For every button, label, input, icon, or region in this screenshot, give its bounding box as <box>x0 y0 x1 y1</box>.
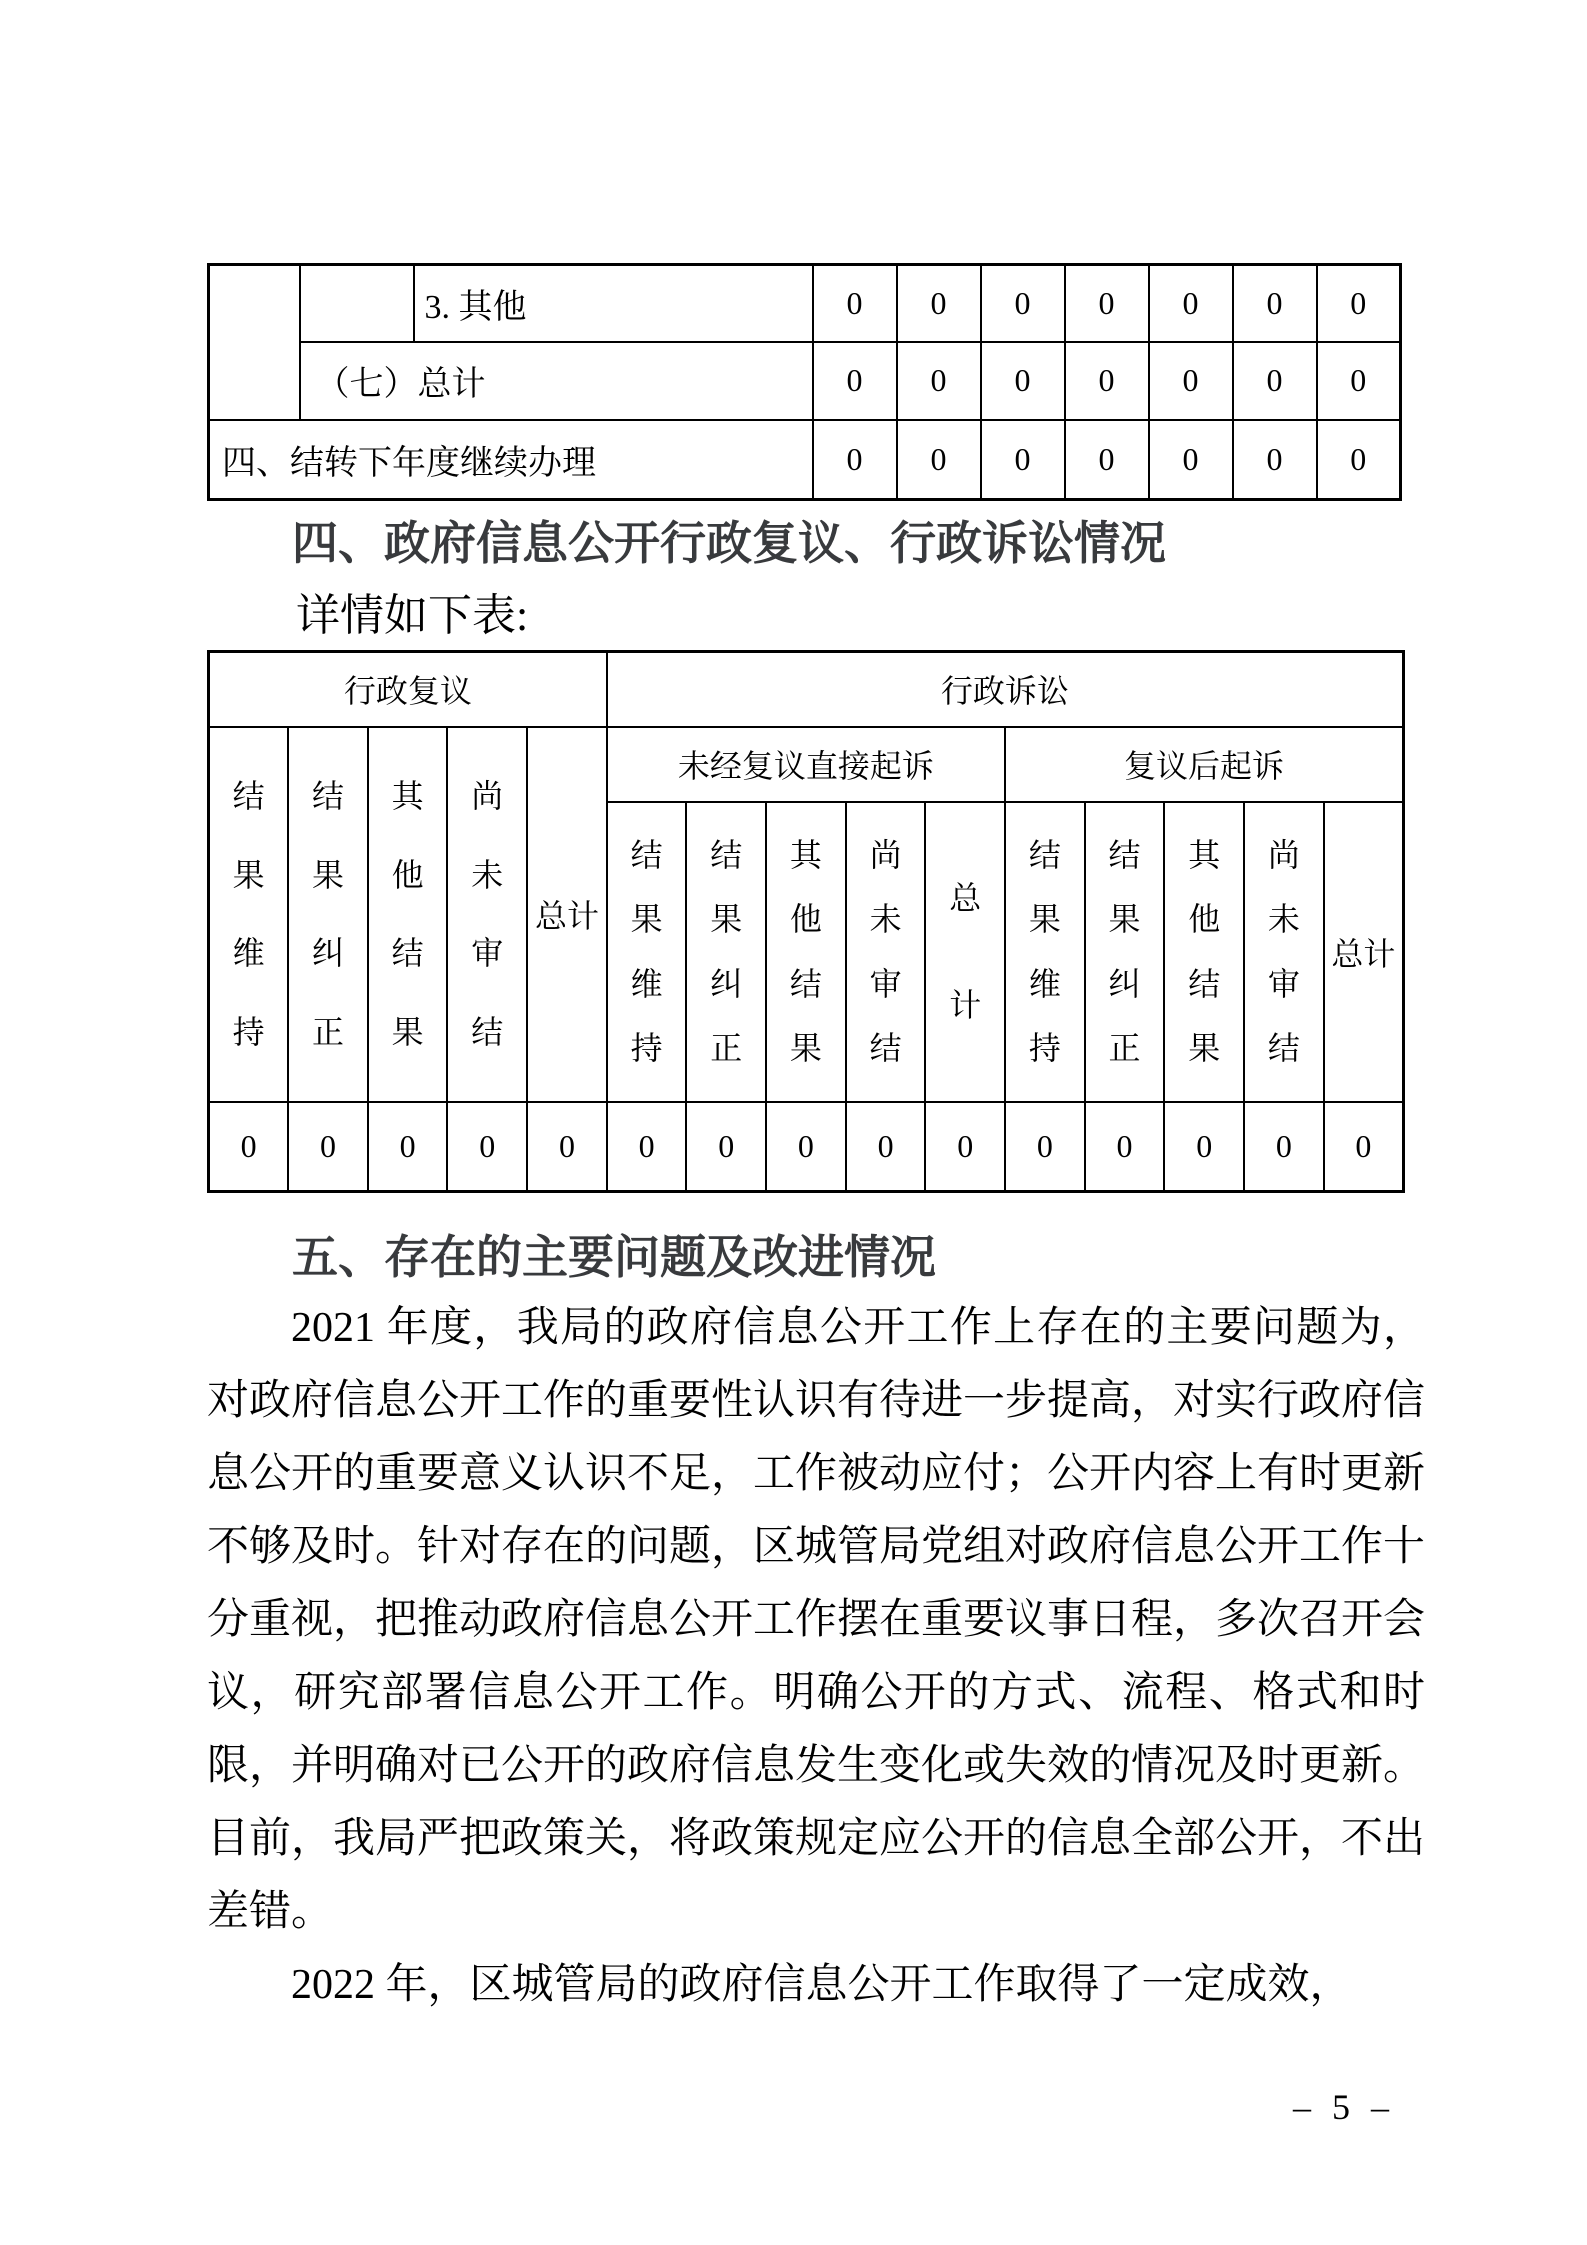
value-cell: 0 <box>981 342 1065 420</box>
page-number: – 5 – <box>1293 2087 1395 2127</box>
row-label-cell: （七）总计 <box>300 342 813 420</box>
table-intro-text: 详情如下表: <box>296 591 529 640</box>
value-cell: 0 <box>1233 342 1317 420</box>
col-header-upheld: 结 果 维 持 <box>209 727 289 1102</box>
value-cell: 0 <box>1317 265 1401 342</box>
value-cell: 0 <box>1244 1102 1324 1192</box>
table-data-row <box>209 1102 1404 1192</box>
value-cell: 0 <box>209 1102 289 1192</box>
col-header-pending: 尚 未 审 结 <box>1244 802 1324 1102</box>
subgroup-header-after-review-suit: 复议后起诉 <box>1005 727 1403 802</box>
group-header-litigation: 行政诉讼 <box>607 652 1404 727</box>
value-cell: 0 <box>813 342 897 420</box>
value-cell: 0 <box>1149 420 1233 500</box>
row-label-cell: 四、结转下年度继续办理 <box>209 420 813 500</box>
col-header-corrected: 结 果 纠 正 <box>1085 802 1165 1102</box>
table-subheader-row <box>209 727 1404 802</box>
value-cell: 0 <box>897 265 981 342</box>
body-paragraph: 2022 年，区城管局的政府信息公开工作取得了一定成效， <box>291 1962 1352 2008</box>
value-cell: 0 <box>981 265 1065 342</box>
value-cell: 0 <box>368 1102 448 1192</box>
col-header-corrected: 结 果 纠 正 <box>686 802 766 1102</box>
body-text <box>207 1292 1425 2022</box>
value-cell: 0 <box>447 1102 527 1192</box>
spacer-cell <box>300 265 414 342</box>
col-header-total: 总计 <box>527 727 607 1102</box>
group-header-review: 行政复议 <box>209 652 607 727</box>
review-litigation-table <box>207 650 1405 1193</box>
value-cell: 0 <box>527 1102 607 1192</box>
section-heading-4: 四、政府信息公开行政复议、行政诉讼情况 <box>292 517 1166 569</box>
col-header-pending: 尚 未 审 结 <box>846 802 926 1102</box>
col-header-corrected: 结 果 纠 正 <box>288 727 368 1102</box>
value-cell: 0 <box>1317 420 1401 500</box>
carryover-summary-table <box>207 263 1402 501</box>
value-cell: 0 <box>897 420 981 500</box>
value-cell: 0 <box>1149 265 1233 342</box>
value-cell: 0 <box>686 1102 766 1192</box>
value-cell: 0 <box>288 1102 368 1192</box>
value-cell: 0 <box>1005 1102 1085 1192</box>
col-header-pending: 尚 未 审 结 <box>447 727 527 1102</box>
col-header-upheld: 结 果 维 持 <box>607 802 687 1102</box>
value-cell: 0 <box>1085 1102 1165 1192</box>
body-paragraph: 2021 年度，我局的政府信息公开工作上存在的主要问题为，对政府信息公开工作的重要性认识有待进一步提高，对实行政府信息公开的重要意义认识不足，工作被动应付；公开内容上有时更新不够及时。针对存在的问题，区城管局党组对政府信息公开工作十分重视，把推动政府信息公开工作摆在重要议事日程，多次召开会议，研究部署信息公开工作。明确公开的方式、流程、格式和时限，并明确对已公开的政府信息发生变化或失效的情况及时更新。目前，我局严把政策关，将政策规定应公开的信息全部公开，不出差错。 <box>207 1305 1426 1935</box>
value-cell: 0 <box>846 1102 926 1192</box>
spacer-cell <box>209 265 300 420</box>
subgroup-header-direct-suit: 未经复议直接起诉 <box>607 727 1005 802</box>
value-cell: 0 <box>813 265 897 342</box>
col-header-total: 总 计 <box>925 802 1005 1102</box>
row-label-cell: 3. 其他 <box>414 265 813 342</box>
col-header-total: 总计 <box>1324 802 1404 1102</box>
value-cell: 0 <box>981 420 1065 500</box>
section-heading-5: 五、存在的主要问题及改进情况 <box>292 1231 936 1283</box>
value-cell: 0 <box>897 342 981 420</box>
col-header-other: 其 他 结 果 <box>1164 802 1244 1102</box>
col-header-other: 其 他 结 果 <box>368 727 448 1102</box>
value-cell: 0 <box>1065 265 1149 342</box>
value-cell: 0 <box>1233 265 1317 342</box>
value-cell: 0 <box>1233 420 1317 500</box>
value-cell: 0 <box>1065 420 1149 500</box>
col-header-other: 其 他 结 果 <box>766 802 846 1102</box>
table-row <box>209 420 1401 500</box>
value-cell: 0 <box>1065 342 1149 420</box>
value-cell: 0 <box>1149 342 1233 420</box>
value-cell: 0 <box>766 1102 846 1192</box>
table-row <box>209 265 1401 342</box>
value-cell: 0 <box>607 1102 687 1192</box>
value-cell: 0 <box>1317 342 1401 420</box>
table-row <box>209 342 1401 420</box>
value-cell: 0 <box>1324 1102 1404 1192</box>
col-header-upheld: 结 果 维 持 <box>1005 802 1085 1102</box>
value-cell: 0 <box>813 420 897 500</box>
value-cell: 0 <box>925 1102 1005 1192</box>
value-cell: 0 <box>1164 1102 1244 1192</box>
table-group-header-row <box>209 652 1404 727</box>
